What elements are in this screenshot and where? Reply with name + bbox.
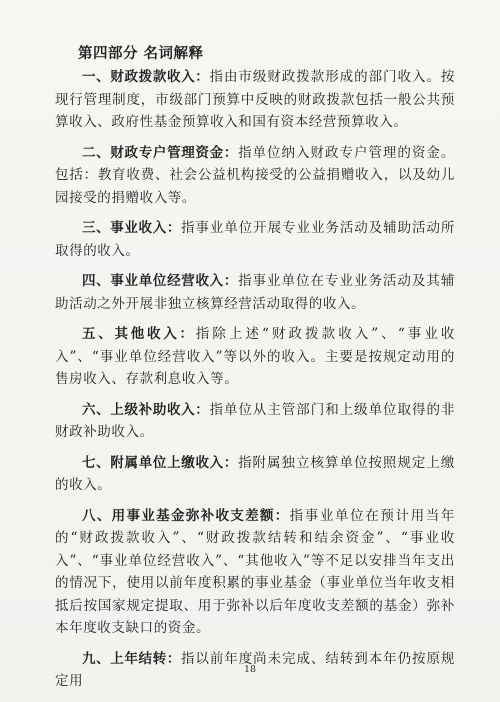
definition-1 <box>55 66 455 134</box>
definition-text: 指由市级财政拨款形成的部门收入。按现行管理制度，市级部门预算中反映的财政拨款包括一般公共预算收入、政府性基金预算收入和国有资本经营预算收入。 <box>55 69 456 130</box>
definition-text: 指事业单位在专业业务活动及其辅助活动之外开展非独立核算经营活动取得的收入。 <box>55 273 455 312</box>
term-label: 五、其他收入： <box>82 326 196 342</box>
page-content <box>55 42 455 701</box>
definition-text: 指单位纳入财政专户管理的资金。包括：教育收费、社会公益机构接受的公益捐赠收入，以及幼儿园接受的捐赠收入等。 <box>55 144 455 206</box>
definition-5 <box>55 323 455 391</box>
definition-text: 指除上述“财政拨款收入”、“事业收入”、“事业单位经营收入”等以外的收入。主要是按规定动用的售房收入、存款利息收入等。 <box>55 326 455 387</box>
definition-text: 指附属独立核算单位按照规定上缴的收入。 <box>55 454 455 493</box>
definition-2 <box>55 142 455 210</box>
definition-text: 指单位从主管部门和上级单位取得的非财政补助收入。 <box>55 401 456 440</box>
term-label: 四、事业单位经营收入： <box>82 273 239 289</box>
definition-3 <box>55 217 455 262</box>
definition-text: 指以前年度尚未完成、结转到本年仍按原规定用 <box>55 650 455 689</box>
term-label: 三、事业收入： <box>82 220 181 236</box>
definition-4 <box>55 270 455 315</box>
term-label: 七、附属单位上缴收入： <box>82 454 239 471</box>
page-number: 18 <box>243 664 257 675</box>
definition-8 <box>55 505 455 640</box>
definition-text: 指事业单位在预计用当年的“财政拨款收入”、“财政拨款结转和结余资金”、“事业收入”、“事业单位经营收入”、“其他收入”等不足以安排当年支出的情况下，使用以前年度积累的事业基金（事业单位当年收支相抵后按国家规定提取、用于弥补以后年度收支差额的基金）弥补本年度收支缺口的资金。 <box>55 507 455 636</box>
term-label: 六、上级补助收入： <box>82 401 210 418</box>
term-label: 二、财政专户管理资金： <box>82 144 239 161</box>
section-heading: 第四部分 名词解释 <box>78 46 204 62</box>
term-label: 八、用事业基金弥补收支差额： <box>82 507 290 524</box>
term-label: 九、上年结转： <box>82 650 181 667</box>
term-label: 一、财政拨款收入： <box>82 69 210 85</box>
definition-text: 指事业单位开展专业业务活动及辅助活动所取得的收入。 <box>55 220 455 259</box>
definition-7 <box>55 452 455 497</box>
definition-6 <box>55 399 455 444</box>
